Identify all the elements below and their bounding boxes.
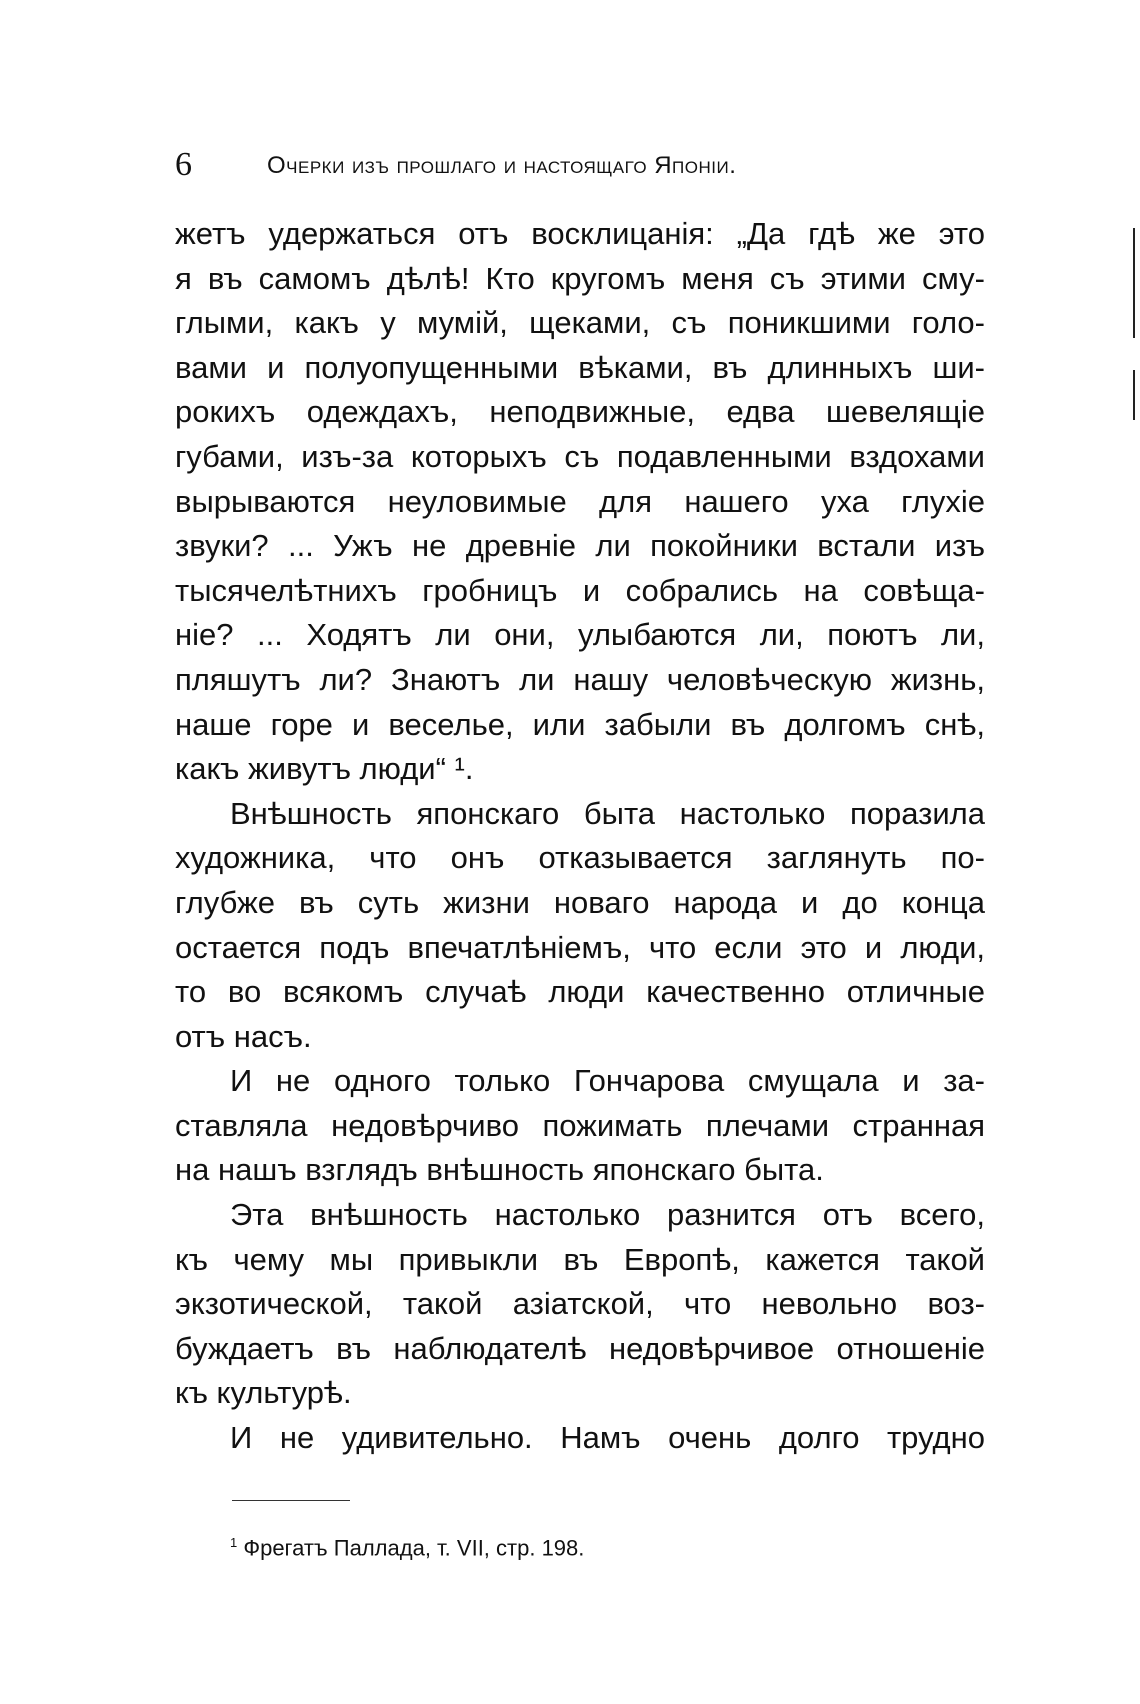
text-line: пляшутъ ли? Знаютъ ли нашу человѣческую жизнь, [175,661,985,697]
text-line: жетъ удержаться отъ восклицанія: „Да гдѣ же это [175,216,985,251]
text-line: я въ самомъ дѣлѣ! Кто кругомъ меня съ этими сму- [175,260,985,296]
running-head [175,145,895,191]
text-line: глыми, какъ у мумій, щеками, съ поникшими голо- [175,305,985,341]
text-line: тысячелѣтнихъ гробницъ и собрались на совѣща- [175,572,985,608]
text-line: Внѣшность японскаго быта настолько поразила [230,795,985,831]
footnote [230,1528,584,1563]
text-line: къ чему мы привыкли въ Европѣ, кажется такой [175,1241,985,1277]
text-line: къ культурѣ. [175,1375,352,1411]
body-text [175,212,985,1461]
margin-rule [1133,228,1135,338]
text-line: губами, изъ-за которыхъ съ подавленными вздохами [175,438,985,474]
text-line: то во всякомъ случаѣ люди качественно отличные [175,974,985,1010]
text-line: на нашъ взглядъ внѣшность японскаго быта. [175,1152,824,1188]
running-title: Очерки изъ прошлаго и настоящаго Японіи. [267,152,737,179]
text-line: какъ живутъ люди“ ¹. [175,751,474,787]
text-line: отъ насъ. [175,1018,312,1054]
footnote-marker: 1 [230,1535,238,1550]
text-line: И не удивительно. Намъ очень долго трудно [230,1420,985,1456]
text-line: вырываются неуловимые для нашего уха глухіе [175,483,985,519]
text-line: наше горе и веселье, или забыли въ долгомъ снѣ, [175,706,985,742]
text-line: вами и полуопущенными вѣками, въ длинныхъ ши- [175,349,985,385]
text-line: художника, что онъ отказывается заглянуть по- [175,840,985,876]
text-line: экзотической, такой азіатской, что невольно воз- [175,1286,985,1322]
text-line: остается подъ впечатлѣніемъ, что если это и люди, [175,929,985,965]
text-line: Эта внѣшность настолько разнится отъ всего, [230,1197,985,1233]
text-line: И не одного только Гончарова смущала и за- [230,1063,985,1099]
text-line: ніе? ... Ходятъ ли они, улыбаются ли, поютъ ли, [175,617,985,653]
text-line: глубже въ суть жизни новаго народа и до конца [175,884,985,920]
margin-rule [1133,370,1135,420]
text-line: рокихъ одеждахъ, неподвижные, едва шевелящіе [175,394,985,430]
text-line: ставляла недовѣрчиво пожимать плечами странная [175,1107,985,1143]
footnote-text: Фрегатъ Паллада, т. VII, стр. 198. [243,1535,585,1561]
text-line: звуки? ... Ужъ не древніе ли покойники встали изъ [175,528,985,564]
footnote-divider [232,1500,350,1501]
text-line: буждаетъ въ наблюдателѣ недовѣрчивое отношеніе [175,1330,985,1366]
page-number: 6 [175,146,192,183]
